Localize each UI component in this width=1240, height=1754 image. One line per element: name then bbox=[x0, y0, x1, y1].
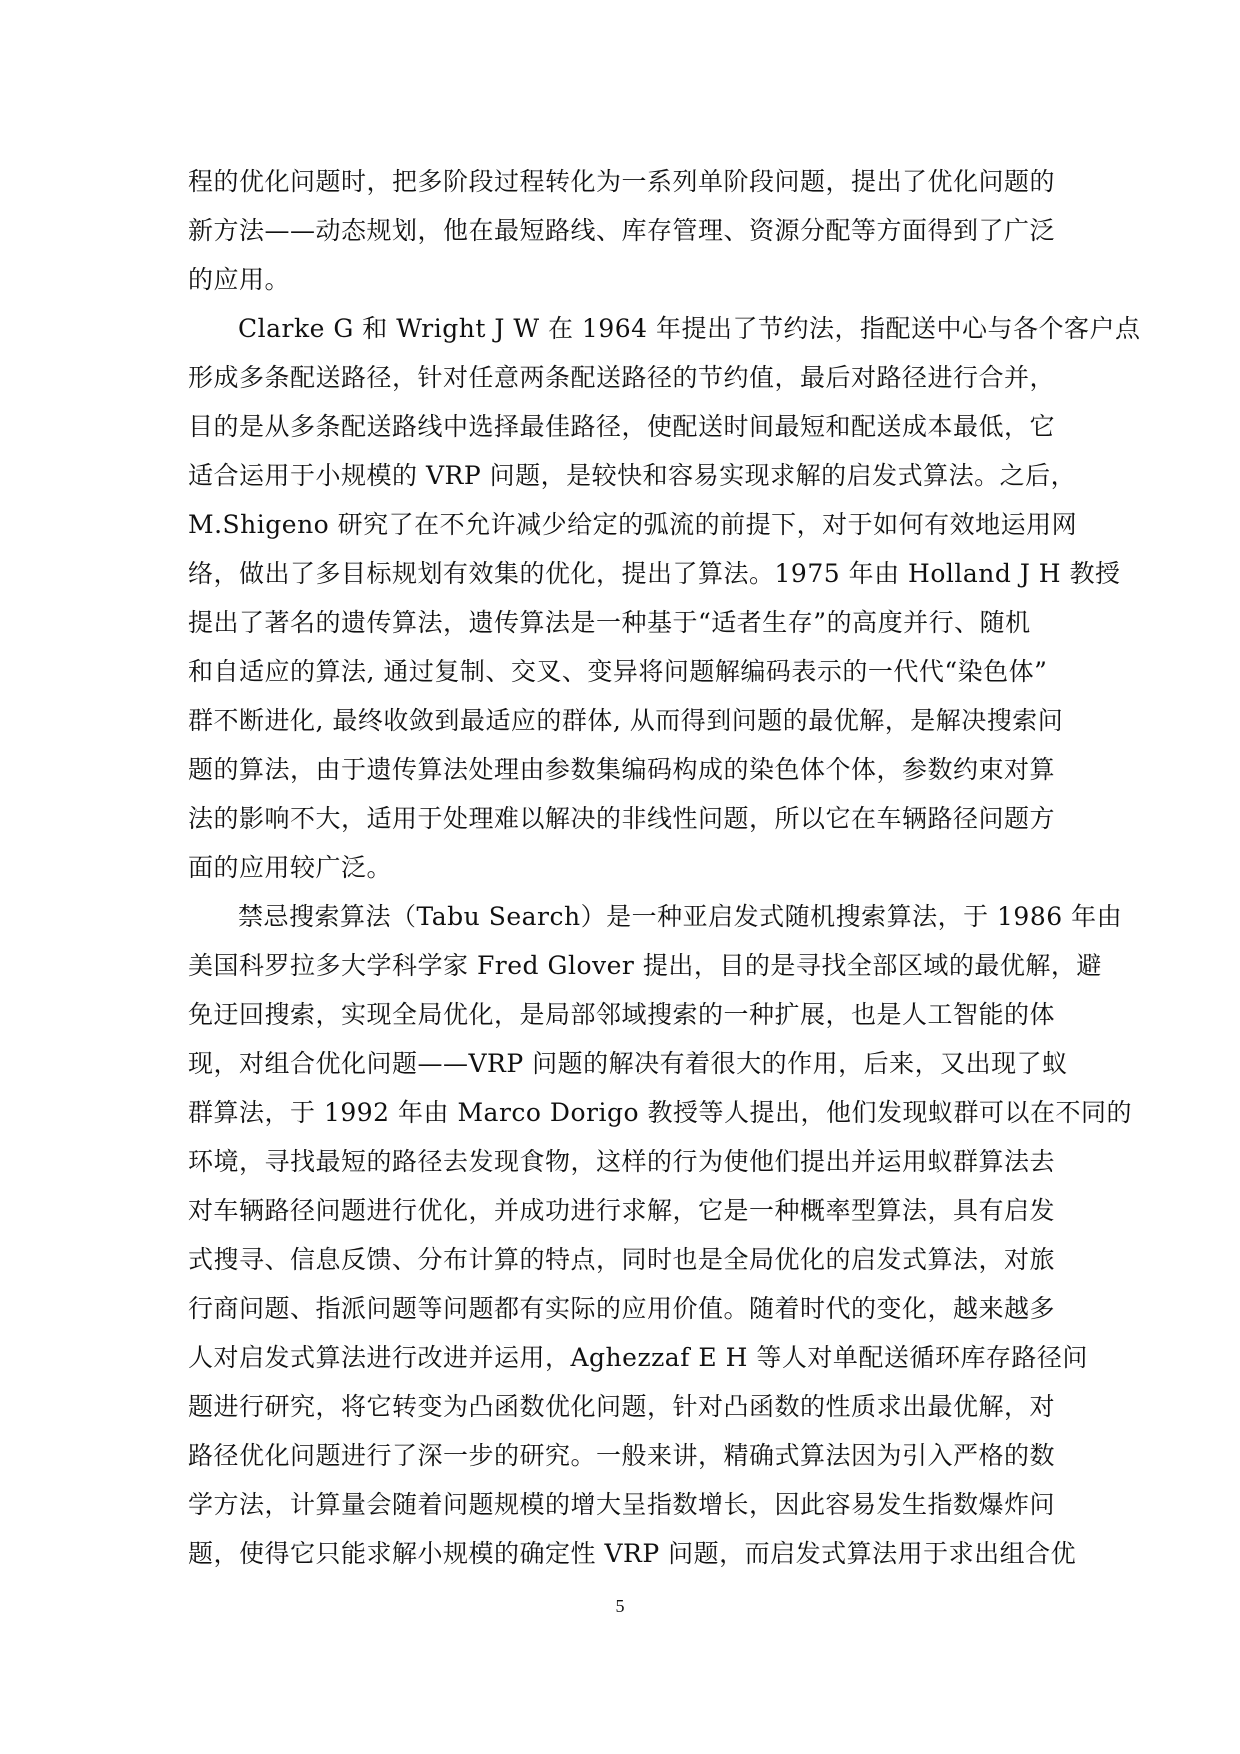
text-line: 路径优化问题进行了深一步的研究。一般来讲，精确式算法因为引入严格的数 bbox=[188, 1441, 1056, 1470]
text-line: 新方法——动态规划，他在最短路线、库存管理、资源分配等方面得到了广泛 bbox=[188, 216, 1056, 245]
paragraph-start-line: Clarke G 和 Wright J W 在 1964 年提出了节约法，指配送中心与各个客户点 bbox=[238, 314, 1141, 343]
text-line: 形成多条配送路径，针对任意两条配送路径的节约值，最后对路径进行合并， bbox=[188, 363, 1056, 392]
paragraph-start-line: 禁忌搜索算法（Tabu Search）是一种亚启发式随机搜索算法，于 1986 年由 bbox=[238, 902, 1123, 931]
text-line: 络，做出了多目标规划有效集的优化，提出了算法。1975 年由 Holland J H 教授 bbox=[188, 559, 1121, 588]
text-line: 式搜寻、信息反馈、分布计算的特点，同时也是全局优化的启发式算法，对旅 bbox=[188, 1245, 1056, 1274]
text-line: 题的算法，由于遗传算法处理由参数集编码构成的染色体个体，参数约束对算 bbox=[188, 755, 1056, 784]
text-line: 题，使得它只能求解小规模的确定性 VRP 问题，而启发式算法用于求出组合优 bbox=[188, 1539, 1077, 1568]
text-line: 适合运用于小规模的 VRP 问题，是较快和容易实现求解的启发式算法。之后， bbox=[188, 461, 1077, 490]
text-line: 对车辆路径问题进行优化，并成功进行求解，它是一种概率型算法，具有启发 bbox=[188, 1196, 1056, 1225]
text-line: M.Shigeno 研究了在不允许减少给定的弧流的前提下，对于如何有效地运用网 bbox=[188, 510, 1078, 539]
text-line: 行商问题、指派问题等问题都有实际的应用价值。随着时代的变化，越来越多 bbox=[188, 1294, 1056, 1323]
text-line: 题进行研究，将它转变为凸函数优化问题，针对凸函数的性质求出最优解，对 bbox=[188, 1392, 1056, 1421]
text-line: 目的是从多条配送路线中选择最佳路径，使配送时间最短和配送成本最低，它 bbox=[188, 412, 1056, 441]
text-line: 美国科罗拉多大学科学家 Fred Glover 提出，目的是寻找全部区域的最优解，避 bbox=[188, 951, 1102, 980]
text-line: 群算法，于 1992 年由 Marco Dorigo 教授等人提出，他们发现蚁群可以在不同的 bbox=[188, 1098, 1132, 1127]
text-line: 程的优化问题时，把多阶段过程转化为一系列单阶段问题，提出了优化问题的 bbox=[188, 167, 1056, 196]
text-line: 面的应用较广泛。 bbox=[188, 853, 393, 882]
page-number: 5 bbox=[615, 1596, 625, 1616]
text-line: 环境，寻找最短的路径去发现食物，这样的行为使他们提出并运用蚁群算法去 bbox=[188, 1147, 1056, 1176]
text-line: 的应用。 bbox=[188, 265, 291, 294]
text-line: 法的影响不大，适用于处理难以解决的非线性问题，所以它在车辆路径问题方 bbox=[188, 804, 1056, 833]
text-line: 现，对组合优化问题——VRP 问题的解决有着很大的作用，后来，又出现了蚁 bbox=[188, 1049, 1068, 1078]
text-line: 人对启发式算法进行改进并运用，Aghezzaf E H 等人对单配送循环库存路径问 bbox=[188, 1343, 1088, 1372]
text-line: 学方法，计算量会随着问题规模的增大呈指数增长，因此容易发生指数爆炸问 bbox=[188, 1490, 1056, 1519]
text-line: 提出了著名的遗传算法，遗传算法是一种基于“适者生存”的高度并行、随机 bbox=[188, 608, 1031, 637]
text-line: 和自适应的算法, 通过复制、交叉、变异将问题解编码表示的一代代“染色体” bbox=[188, 657, 1048, 686]
text-line: 群不断进化, 最终收敛到最适应的群体, 从而得到问题的最优解，是解决搜索问 bbox=[188, 706, 1064, 735]
text-line: 免迂回搜索，实现全局优化，是局部邻域搜索的一种扩展，也是人工智能的体 bbox=[188, 1000, 1056, 1029]
